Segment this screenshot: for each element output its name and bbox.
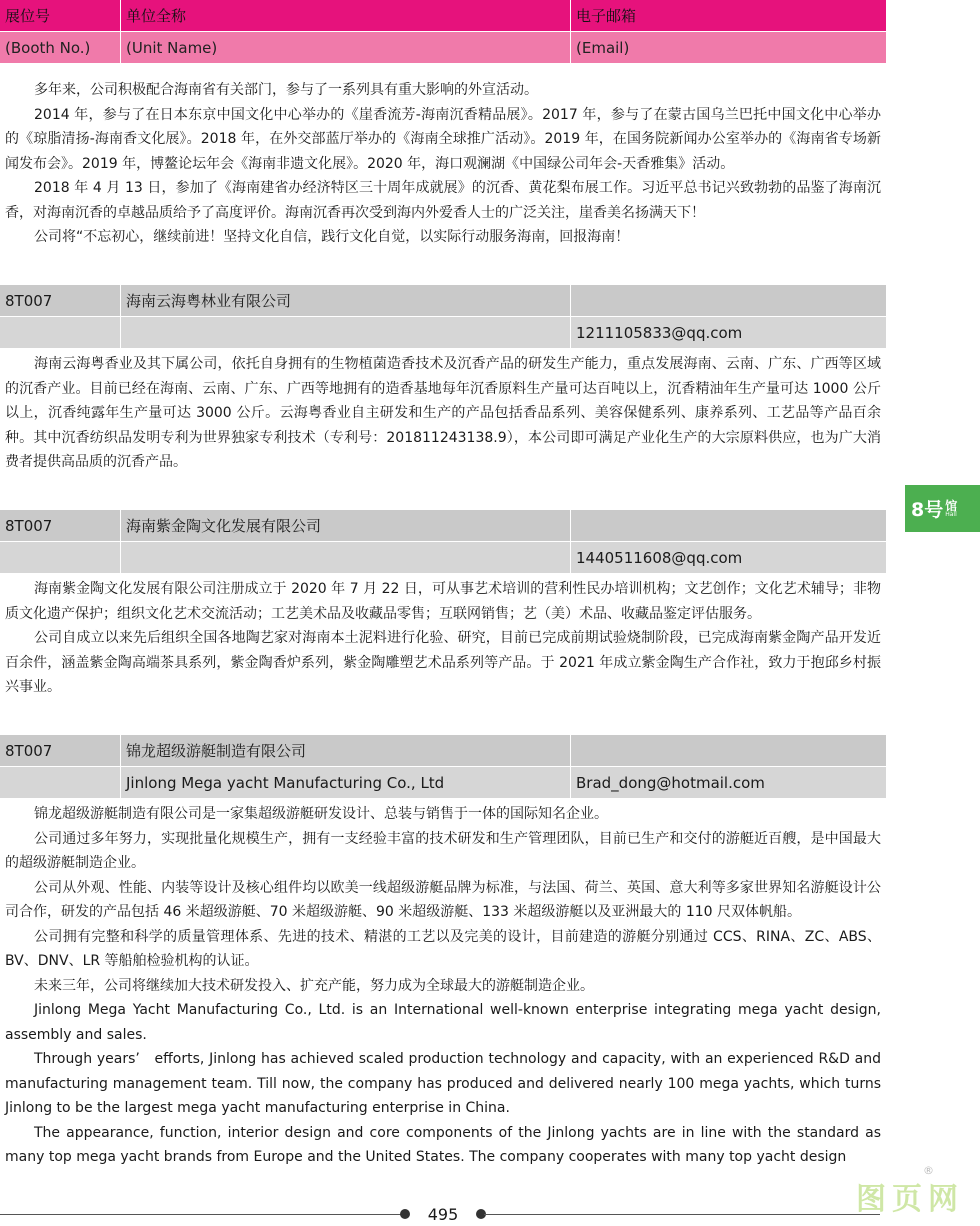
paragraph: 2018 年 4 月 13 日，参加了《海南建省办经济特区三十周年成就展》的沉香、黄花梨布展工作。习近平总书记兴致勃勃的品鉴了海南沉香，对海南沉香的卓越品质给予了高度评价。海南沉香再次受到海内外爱香人士的广泛关注，崖香美名扬满天下！ xyxy=(5,180,881,221)
paragraph: 公司通过多年努力，实现批量化规模生产，拥有一支经验丰富的技术研发和生产管理团队，目前已生产和交付的游艇近百艘，是中国最大的超级游艇制造企业。 xyxy=(5,830,881,871)
footer-divider-right xyxy=(484,1214,880,1215)
header-booth-en: (Booth No.) xyxy=(5,38,91,57)
paragraph: 公司自成立以来先后组织全国各地陶艺家对海南本土泥料进行化验、研究，目前已完成前期试验烧制阶段，已完成海南紫金陶产品开发近百余件，涵盖紫金陶高端茶具系列，紫金陶香炉系列，紫金陶雕塑艺术品系列等产品。于 2021 年成立紫金陶生产合作社，致力于抱邱乡村振兴事业。 xyxy=(5,630,881,695)
footer-dot-left xyxy=(400,1209,410,1219)
exhibitor-row-3-en xyxy=(0,767,886,798)
booth-cell-empty xyxy=(0,317,120,348)
paragraph: 海南紫金陶文化发展有限公司注册成立于 2020 年 7 月 22 日，可从事艺术培训的营利性民办培训机构；文艺创作；文化艺术辅导；非物质文化遗产保护；组织文化艺术交流活动；工艺美术品及收藏品零售；互联网销售；艺（美）术品、收藏品鉴定评估服务。 xyxy=(5,581,881,622)
header-unit-en: (Unit Name) xyxy=(120,32,570,63)
paragraph: The appearance, function, interior design and core components of the Jinlong yachts are in line with the standard as many top mega yacht brands from Europe and the United States. The company cooperates with many top yacht design xyxy=(5,1124,881,1165)
paragraph: 锦龙超级游艇制造有限公司是一家集超级游艇研发设计、总装与销售于一体的国际知名企业。 xyxy=(34,806,608,822)
footer-divider-left xyxy=(0,1214,402,1215)
paragraph: Through years’ efforts, Jinlong has achieved scaled production technology and capacity, with an experienced R&D and manufacturing management team. Till now, the company has produced and delivered nearly 100 mega yachts, which turns Jinlong to be the largest mega yacht manufacturing enterprise in China. xyxy=(5,1051,881,1116)
hall-label-cn: 馆 xyxy=(945,498,958,513)
exhibitor-1-text xyxy=(5,352,881,475)
booth-number: 8T007 xyxy=(5,741,53,760)
table-header-cn xyxy=(0,0,886,31)
exhibitor-2-text xyxy=(5,577,881,700)
email-cell-empty xyxy=(570,285,886,316)
header-email-en: (Email) xyxy=(570,32,886,63)
paragraph: 公司从外观、性能、内装等设计及核心组件均以欧美一线超级游艇品牌为标准，与法国、荷兰、英国、意大利等多家世界知名游艇设计公司合作，研发的产品包括 46 米超级游艇、70 米超级游艇、90 米超级游艇、133 米超级游艇以及亚洲最大的 110 尺双体帆船。 xyxy=(5,879,881,920)
hall-label xyxy=(945,500,957,518)
table-header-en xyxy=(0,32,886,63)
hall-number: 8号 xyxy=(911,499,944,521)
exhibitor-row-2-cn xyxy=(0,510,886,541)
booth-cell-empty xyxy=(0,767,120,798)
email-address[interactable]: 1440511608@qq.com xyxy=(570,542,886,573)
booth-number: 8T007 xyxy=(5,516,53,535)
paragraph: 海南云海粤香业及其下属公司，依托自身拥有的生物植菌造香技术及沉香产品的研发生产能力，重点发展海南、云南、广东、广西等区域的沉香产业。目前已经在海南、云南、广东、广西等地拥有的造香基地每年沉香原料生产量可达百吨以上，沉香精油年生产量可达 1000 公斤以上，沉香纯露年生产量可达 3000 公斤。云海粤香业自主研发和生产的产品包括香品系列、美容保健系列、康养系列、工艺品等产品百余种。其中沉香纺织品发明专利为世界独家专利技术（专利号：201811243138.9），本公司即可满足产业化生产的大宗原料供应，也为广大消费者提供高品质的沉香产品。 xyxy=(5,356,881,470)
exhibitor-row-2-en xyxy=(0,542,886,573)
intro-text xyxy=(5,78,881,250)
hall-label-en: Hall xyxy=(945,510,957,518)
booth-cell-empty xyxy=(0,542,120,573)
paragraph: 2014 年，参与了在日本东京中国文化中心举办的《崖香流芳-海南沉香精品展》。2017 年，参与了在蒙古国乌兰巴托中国文化中心举办的《琼脂清扬-海南香文化展》。2018 年，在外交部蓝厅举办的《海南全球推广活动》。2019 年，在国务院新闻办公室举办的《海南省专场新闻发布会》。2019 年，博鳌论坛年会《海南非遗文化展》。2020 年，海口观澜湖《中国绿公司年会-天香雅集》活动。 xyxy=(5,106,881,172)
unit-name-cn: 锦龙超级游艇制造有限公司 xyxy=(120,735,570,766)
watermark-registered-mark: ® xyxy=(923,1164,934,1177)
unit-name-en xyxy=(120,317,570,348)
unit-name-en xyxy=(120,542,570,573)
header-booth-cn: 展位号 xyxy=(5,7,51,25)
exhibitor-row-1-cn xyxy=(0,285,886,316)
paragraph: 公司拥有完整和科学的质量管理体系、先进的技术、精湛的工艺以及完美的设计，目前建造的游艇分别通过 CCS、RINA、ZC、ABS、BV、DNV、LR 等船舶检验机构的认证。 xyxy=(5,928,881,969)
exhibitor-3-text xyxy=(5,802,881,1170)
email-cell-empty xyxy=(570,735,886,766)
exhibitor-row-3-cn xyxy=(0,735,886,766)
paragraph: 公司将“不忘初心，继续前进！坚持文化自信，践行文化自觉，以实际行动服务海南，回报海南！ xyxy=(34,229,630,245)
hall-tab xyxy=(905,485,980,532)
email-address[interactable]: 1211105833@qq.com xyxy=(570,317,886,348)
unit-name-cn: 海南紫金陶文化发展有限公司 xyxy=(120,510,570,541)
unit-name-cn: 海南云海粤林业有限公司 xyxy=(120,285,570,316)
watermark: 图页网 xyxy=(856,1182,964,1217)
header-unit-cn: 单位全称 xyxy=(120,0,570,31)
header-email-cn: 电子邮箱 xyxy=(570,0,886,31)
exhibitor-row-1-en xyxy=(0,317,886,348)
email-cell-empty xyxy=(570,510,886,541)
paragraph: 未来三年，公司将继续加大技术研发投入、扩充产能，努力成为全球最大的游艇制造企业。 xyxy=(34,977,594,994)
page-number: 495 xyxy=(427,1205,459,1224)
booth-number: 8T007 xyxy=(5,291,53,310)
unit-name-en: Jinlong Mega yacht Manufacturing Co., Ltd xyxy=(120,767,570,798)
paragraph: 多年来，公司积极配合海南省有关部门，参与了一系列具有重大影响的外宣活动。 xyxy=(34,82,538,98)
email-address[interactable]: Brad_dong@hotmail.com xyxy=(570,767,886,798)
paragraph: Jinlong Mega Yacht Manufacturing Co., Ltd. is an International well-known enterprise integrating mega yacht design, assembly and sales. xyxy=(5,1002,881,1043)
